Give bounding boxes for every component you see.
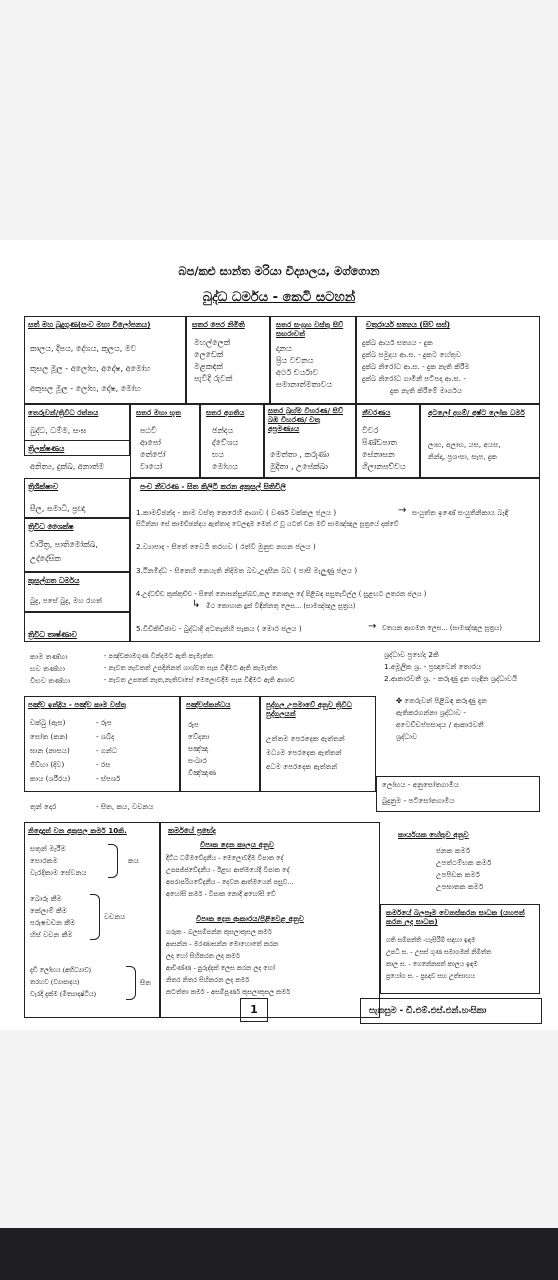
text-line: උද්දේසික <box>30 554 61 563</box>
text-line: අකුසල මූල - ලෝභ, දෝෂ, මෝහ <box>30 384 141 393</box>
heading-nivarana: නීවරණය <box>362 408 391 417</box>
text-line: වචනය <box>104 912 126 921</box>
text-line: ගරුක - බලසම්පන්න කුසලාකුසල කර්ම <box>166 928 272 936</box>
text-line: බොරු කීම <box>30 894 62 903</box>
text-line: මධ්‍යම පෙරදෙක ඇත්තන් <box>266 748 342 757</box>
brace-icon <box>90 894 100 940</box>
text-line: ආසන්න - මරණාසන්න මොහොතේ කරන <box>166 940 279 948</box>
text-line: තරහව (ව්‍යාපාදය) <box>30 978 80 986</box>
text-line: ශ්‍රද්ධාව ප්‍රභේද 2කි <box>384 650 439 659</box>
text-line: තේජෝ <box>140 450 166 459</box>
box-pancha-nivarana <box>130 478 540 642</box>
text-line: වේදනා <box>188 732 210 741</box>
heading-karma-prabheda: කර්මයේ ප්‍රභේද <box>168 826 216 835</box>
text-line: සේනාසන <box>362 450 395 459</box>
text-line: වායෝ <box>140 462 163 471</box>
text-line: ඡන්දය <box>212 426 234 435</box>
heading-dasa-akusal: නිදොද්‍රත් වන අකුසල කර්ම 10කි. <box>28 826 127 835</box>
text-line: - සිත, කය, වචනය <box>96 802 154 811</box>
text-line: මිථ කොහාන දුක් විඳින්නතු ලෙස... (සාමඤ්ඤල සූත්‍රය) <box>206 602 356 610</box>
text-line: වැරදිකාම සේවනය <box>30 868 87 877</box>
text-line: දානය <box>276 344 292 353</box>
text-line: පරුෂවචන කීම <box>30 918 76 927</box>
text-line: විභව තණ්හා <box>30 676 71 685</box>
text-line: ගිලානපච්චය <box>362 462 406 471</box>
text-line: කුසල මූල - අලෝභ, අදෝෂ, අමෝහ <box>30 364 151 373</box>
text-line: දුක නැති කිරීමේ මාර්ගය <box>390 386 462 395</box>
text-line: උපපීඩක කර්ම <box>436 870 481 879</box>
heading-sambuddha: සත් මහ බුදුගුණ(සංව මහා විලෝපනය) <box>28 320 151 329</box>
document-page <box>0 240 558 1030</box>
bottom-bar <box>0 1228 558 1280</box>
text-line: චාරිත්‍ර, පාතිමෝක්ඛ, <box>30 540 98 549</box>
heading-chaturarya: චතුරාර්ය සත්‍යය (සිව් සස්) <box>366 320 451 329</box>
text-line: විඤ්ඤාණ <box>188 768 217 777</box>
text-line: බුදු, පසේ බුදු, මහ රහත් <box>30 596 102 605</box>
text-line: වැරදි දැක්ම (මිත්‍යාදෘෂ්ටිය) <box>30 990 97 998</box>
text-line: වතයක ආගමන ලෙස... (සාමඤ්ඤල සූත්‍රය) <box>382 624 502 632</box>
divider <box>24 440 130 441</box>
text-line: කාම තණ්හා <box>30 652 68 661</box>
heading-panchaskandha: පඤ්චස්කන්ධය <box>186 700 231 709</box>
text-line: ගති සම්පත්ති -හැසිරීම් සඳහා ඉඳම <box>386 937 476 944</box>
heading-agathi: සතර අගතිය <box>206 408 245 417</box>
text-line: සීල, සමාධි, ප්‍රඥා <box>30 504 86 513</box>
text-line: - ශබ්ද <box>96 732 115 741</box>
heading-trividha-tanha: ත්‍රිවිධ තෘෂ්ණාව <box>28 630 77 639</box>
text-line: ජිව්හා (දිව) <box>30 760 65 769</box>
text-line: ආචිණ්ණ - පුරුද්දක් ලෙස කරන ලද හෝ <box>166 964 275 972</box>
document-subtitle: බුද්ධ ධර්මය - කෙටි සටහන් <box>202 290 356 305</box>
heading-pancha-nivarana: පංච නීවරණ - සිත කිලිටි කරන අකුසල් සිතිවිලි <box>140 482 286 491</box>
text-line: - ස්පර්ශ <box>96 774 121 783</box>
text-line: ඝාන (නාසය) <box>30 746 70 755</box>
text-line: සංඛාර <box>188 756 207 765</box>
text-line: බුද්ධ, ධම්ම, සංඝ <box>30 426 87 435</box>
text-line: ලෙඩෙක් <box>194 350 224 359</box>
subheading: විපාක දෙන ආකාරය/පිළිවෙළ අනුව <box>196 914 304 923</box>
text-line: ආපෝ <box>140 438 161 447</box>
text-line: අවෙච්චප්පසාදය / ආකාරවතී <box>396 720 484 729</box>
text-line: මහල්ලෙක් <box>194 338 231 347</box>
text-line: සඤ්ඤා <box>188 744 209 753</box>
heading-sangraha: සතර සංග්‍රහ වස්තු සිව් සඟරාවත් <box>276 320 344 338</box>
nivarana-item: 1.කාමච්ඡන්ද - කාම වස්තු කෙරෙහි ආශාව ( වර්ණ වක්කල ජලය ) <box>136 508 337 517</box>
nivarana-item: 2.ව්‍යාපාද - සිතේ වෛර්‍ය තරහව ( රත්වී මුනුළු නගන ජලය ) <box>136 542 316 551</box>
heading-trishiksha: ත්‍රිශික්ෂාව <box>28 482 59 491</box>
nivarana-item: සිටින්නා සේ කාමච්ඡන්දය ඇත්තාද වෙලඳාම මෙන් ඒ වූ යටත් වන මව් සාමඤ්ඤල සූත්‍රයේ දක්වේ <box>136 520 399 528</box>
text-line: මෙත්තා , කරුණා <box>270 450 330 459</box>
heading-pera-nimithi: සතර පෙර නිමිති <box>192 320 245 329</box>
heading-karma-factors: කර්මයේ බලපෑම වෙනස්කරන සාධක (යහපත් කරන ලද සාධක) <box>386 908 525 926</box>
text-line: දුක්ඛ නිරෝධ ගාමිනී පටිපදා ආ.ස. - <box>362 374 466 383</box>
text-line: - රස <box>96 760 111 769</box>
subheading: විපාක දෙන කාලය අනුව <box>200 840 274 849</box>
arrow-icon: → <box>398 505 407 516</box>
text-line: දුක්ඛ සමුදය ආ.ස. - දුකට හේතුව <box>362 350 461 359</box>
text-line: නින්දා, ප්‍රශංසා, සැප, දුක <box>428 452 498 461</box>
text-line: තුන් දොර <box>30 802 57 811</box>
text-line: මෝහය <box>212 462 238 471</box>
text-line: භව තණ්හා <box>30 664 66 673</box>
heading-brahma-vihara: සතර බ්‍රහ්ම විහරණ/ සිව් බඹ විහරණ/ චතු අප්‍රමණ්‍යය <box>268 406 344 433</box>
text-line: භය <box>212 450 225 459</box>
text-line: අපරාපරියවේදනීය - දෙවන ආත්මයෙන් පසුව... <box>166 878 294 886</box>
text-line: උපඝාතක කර්ම <box>436 882 484 891</box>
text-line: ඇතිකරගන්නා ශ්‍රද්ධාව - <box>396 708 466 717</box>
text-line: දුක්ඛ ආර්ය සත්‍යය - දුක <box>362 338 433 347</box>
text-line: සිත <box>140 978 152 987</box>
text-line: - පඤ්චකාමගුණ වින්දමට ඇති කැමැත්ත <box>104 652 214 660</box>
text-line: විවර <box>362 426 379 435</box>
text-line: උපධි ස. - උසස් ගුණ සමාගමක් නිමිත්ත <box>386 949 492 956</box>
text-line: සතුන් මැරීම <box>30 844 66 853</box>
text-line: කය <box>128 856 140 865</box>
text-line: හිස් වචන කීම <box>30 930 73 939</box>
text-line: සොරකම <box>30 856 58 865</box>
text-line: උත්තම පෙරදෙක ඇත්තන් <box>266 734 345 743</box>
text-line: ලද හෝ සිහිකරන ලද කර්ම <box>166 952 240 960</box>
heading-trilakshana: ත්‍රිලක්ෂණය <box>28 444 65 453</box>
text-line: දුක්ඛ නිරෝධ ආ.ස. - දුක නැති කිරීම <box>362 362 470 371</box>
heading-kusalgata: කුසල්ගත ධර්මය <box>28 576 80 585</box>
text-line: රූප <box>188 720 199 729</box>
text-line: අනිත්‍ය, දුක්ඛ, අනාත්ම <box>30 462 105 471</box>
text-line: - රූප <box>96 718 112 727</box>
text-line: උපත්ථම්භක කර්ම <box>436 858 492 867</box>
text-line: බුදුනුම - පටිසෝතගාමීය <box>382 796 455 805</box>
heading-maha-bhuta: සතර මහා භූත <box>136 408 182 417</box>
brace-icon <box>108 844 118 878</box>
text-line: පඨවි <box>140 426 157 435</box>
school-title: බප/කළු සාන්ත මරියා විද්‍යාලය, මග්ගොන <box>178 264 380 278</box>
text-line: නිතර නිතර සිහිකරන ලද කර්ම <box>166 976 250 984</box>
author-credit: සැකසුම - ඩී.එම්.එස්.එන්.හංසිකා <box>360 998 542 1024</box>
heading-purusha: පුද්ගල උපමාවේ අනුව ත්‍රිවිධ පුද්ගලයන් <box>266 700 352 718</box>
text-line: කේලාම් කීම <box>30 906 68 915</box>
heading-karya: කාර්යයක හේතුව අනුව <box>398 830 469 839</box>
nivarana-item: 3.ථිනමිද්ධ - සිතෙහි නෙයැති නිදිමත බව,උදාසීන බව ( පාසි මැලුණු ජලය ) <box>136 566 358 575</box>
text-line: ජනක කර්ම <box>436 846 471 855</box>
text-line: මළකඳක් <box>194 362 223 371</box>
arrow-icon: → <box>368 621 377 632</box>
text-line: අහෝසි කර්ම - විපාක නොදී අහෝසි වේ <box>166 890 276 898</box>
text-line: පැවිදි රුවක් <box>194 374 233 383</box>
text-line: අධම පෙරදෙක ඇත්තන් <box>266 762 338 771</box>
text-line: සෝත (කන) <box>30 732 68 741</box>
text-line: 1.අමූලික ශ්‍ර. - ප්‍රඥාවෙන් තොරය <box>384 662 482 671</box>
text-line: - නැවත උපතක් නැත,නැතිවාසේ මෙලොවදීම සැප විඳීමට ඇති ආශාව <box>104 676 295 684</box>
heading-ashta-loka: අටලෝ දහම්/ අෂ්ට ලෝක ධර්ම <box>428 408 525 417</box>
text-line: කාය (ශරීරය) <box>30 774 71 783</box>
text-line: දිට්ඨ ධම්මවේදනීය - මෙලොවදීම විපාක දේ <box>166 854 284 862</box>
text-line: ලෝභය - අනුසෝතගාමීය <box>382 780 460 789</box>
text-line: දැඩි ලෝභය (අභිධ්‍යාව) <box>30 966 92 974</box>
text-line: උපපජ්ජවේදනීය - ඊළඟ ආත්මයේදී විපාක දේ <box>166 866 290 874</box>
text-line: 2.ආකාරවතී ශ්‍ර. - කරුණු දැන හැඳින ශ්‍රද්ධාවයි <box>384 674 518 683</box>
text-line: ප්‍රයෝග ස. - ප්‍රඥාව සහ උත්සාහය <box>386 973 475 980</box>
text-line: කටත්තා කර්ම - අසම්පූර්ණ කුසලාකුසල කර්ම <box>166 988 291 996</box>
heading-indriya: පඤ්ච ඉන්ද්‍රිය - පඤ්ච කාම වස්තු <box>28 700 127 709</box>
text-line: ✤ තෙරුවන් පිළිබඳ කරුණු දැන <box>396 696 488 705</box>
text-line: කාල ස. - ගෙනේනපත් කාලය ඉඳම <box>386 961 478 968</box>
text-line: සමානාත්මතාවය <box>276 380 333 389</box>
box-pera-nimithi <box>186 316 270 404</box>
text-line: - ගන්ධ <box>96 746 118 755</box>
text-line: ද්වේශය <box>212 438 239 447</box>
text-line: චක්ඛු (ඇස) <box>30 718 66 727</box>
text-line: මුදිතා , උපේක්ඛා <box>270 462 328 471</box>
nivarana-item: 5.විචිකිච්ඡාව - බුද්ධාදී අටතැන්හි සැකය ( මොර ජලය ) <box>136 624 302 633</box>
text-line: - නැවත නැවතත් උපදින්නත් ශාශ්වත සැප විඳීමට ඇති කැමැත්ත <box>104 664 278 672</box>
heading-teruwan: තෙරුවන්/ත්‍රිවිධ රත්නය <box>28 408 99 417</box>
text-line: අර්ථ චර්යාව <box>276 368 319 377</box>
text-line: ශ්‍රද්ධාව <box>396 732 418 741</box>
brace-icon <box>126 966 136 1000</box>
page-number: 1 <box>240 998 268 1022</box>
text-line: සංයුත්ත ඉණේ සංයුතිනිකාය බැඳී <box>412 508 509 517</box>
arrow-icon: ↳ <box>192 599 201 610</box>
text-line: පිණ්ඩපාත <box>362 438 397 447</box>
text-line: ප්‍රිය වචනය <box>276 356 314 365</box>
nivarana-item: 4.උද්ධච්ච කුක්කුච්ච - සිතේ නොසන්සුන්බව,කල නොකල දේ පිළිබඳ පසුතැවිල්ල ( සුළඟට ලතරන ජලය ) <box>136 590 427 598</box>
text-line: ලාභ, අලාභ, යස, අයස, <box>428 440 501 449</box>
text-line: කාලය, දීපය, දේශය, කුලය, මව <box>30 344 137 353</box>
heading-trividha-shila: ත්‍රිවිධ ශෛක්ෂ <box>28 522 74 531</box>
